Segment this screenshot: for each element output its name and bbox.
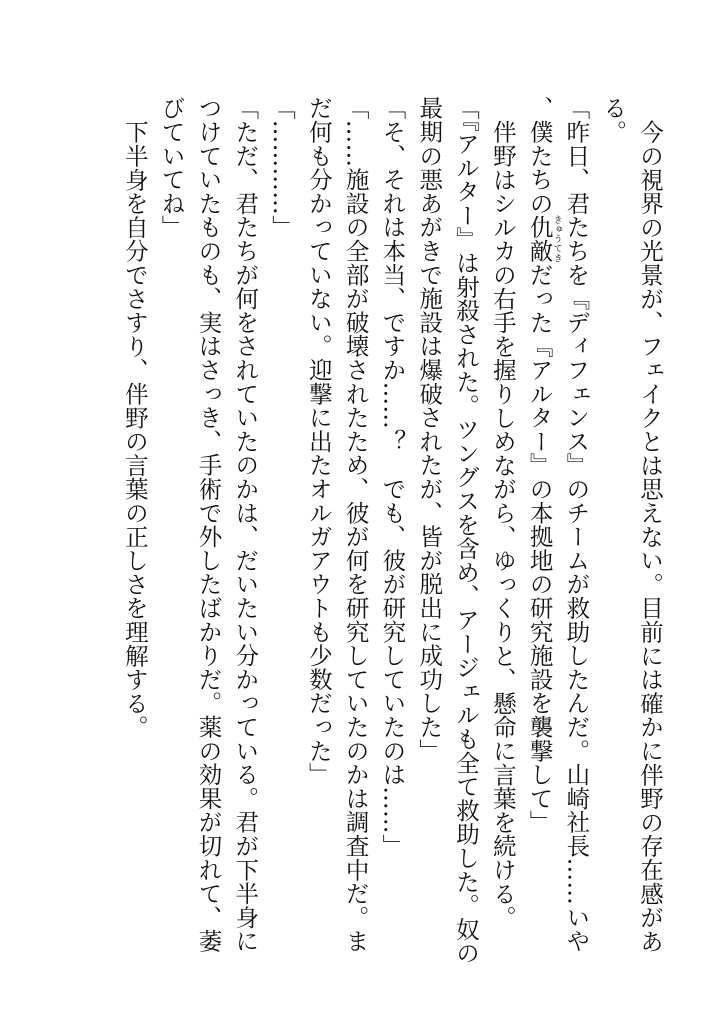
paragraph-narration-1: 今の視界の光景が、フェイクとは思えない。目前には確かに伴野の存在感がある。 (599, 96, 664, 953)
dialogue-1-part-b: だった『アルター』の本拠地の研究施設を襲撃して」 (525, 262, 554, 834)
paragraph-dialogue-6: 「ただ、君たちが何をされていたのかは、だいたい分かっている。君が下半身につけていたものも、実はさっき、手術で外したばかりだ。薬の効果が切れて、萎びていてね」 (157, 96, 260, 953)
paragraph-dialogue-3: 「そ、それは本当、ですか……？ でも、彼が研究していたのは……」 (378, 96, 407, 858)
paragraph-dialogue-1 (521, 96, 595, 976)
paragraph-dialogue-2: 「『アルター』は射殺された。ツングスを含め、アージェルも全て救助した。奴の最期の悪あがきで施設は爆破されたが、皆が脱出に成功した」 (415, 96, 481, 965)
paragraph-narration-2: 伴野はシルカの右手を握りしめながら、ゆっくりと、懸命に言葉を続ける。 (488, 119, 517, 929)
ruby-base: 仇敵 (525, 215, 554, 263)
ruby-word (525, 215, 562, 263)
paragraph-narration-3: 下半身を自分でさすり、伴野の言葉の正しさを理解する。 (120, 119, 149, 739)
ruby-reading: きゅうてき (551, 215, 562, 263)
dialogue-1-part-a: 「昨日、君たちを『ディフェンス』のチームが救助したんだ。山崎社長……いや、僕たちの (525, 96, 591, 953)
paragraph-dialogue-5: 「…………」 (268, 96, 297, 239)
vertical-text-body (116, 96, 668, 976)
paragraph-dialogue-4: 「……施設の全部が破壊されたため、彼が何を研究していたのかは調査中だ。まだ何も分かっていない。迎撃に出たオルガアウトも少数だった」 (304, 96, 370, 953)
